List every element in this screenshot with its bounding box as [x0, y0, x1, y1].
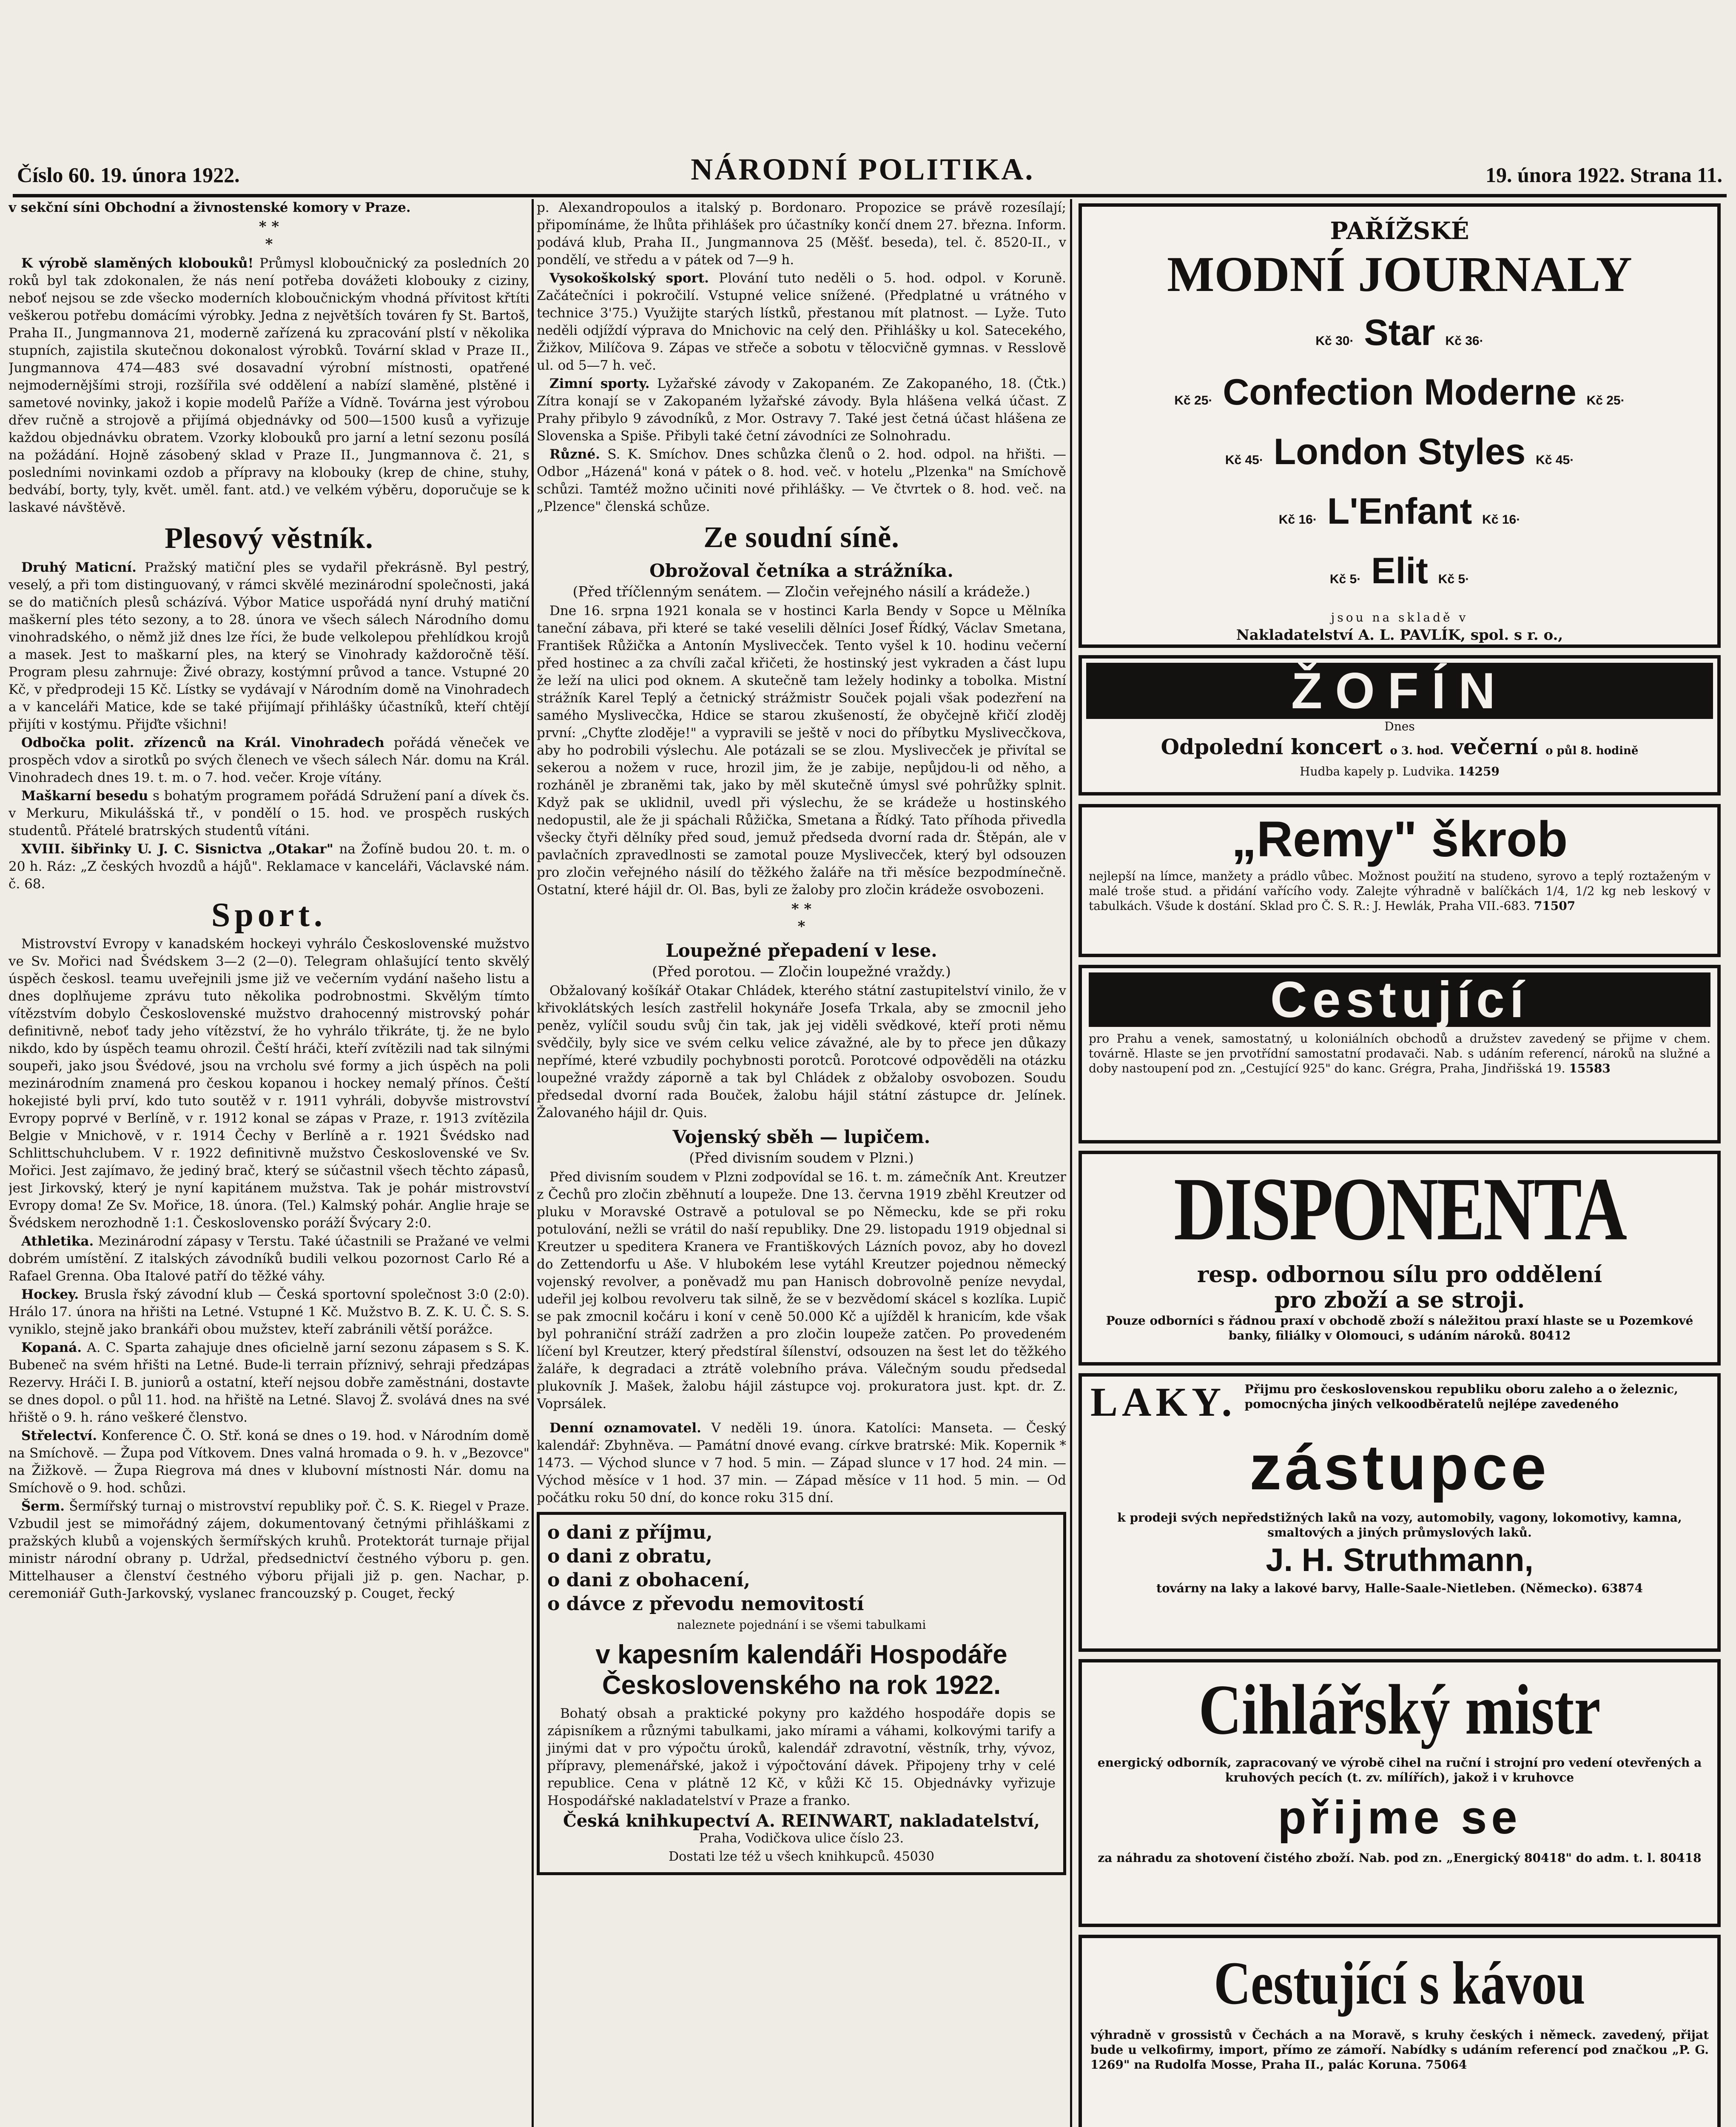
column-2	[537, 199, 1066, 2127]
court-subline: (Před divisním soudem v Plzni.)	[689, 1149, 914, 1166]
sport-item: Různé. S. K. Smíchov. Dnes schůzka členů o 2. hod. odpol. na hřišti. — Odbor „Házená" koná v pátek o 8. hod. več. v hotelu „Plzenka" na Smíchově schůzi. Tamtéž možno učiniti nové přihlášky. — Ve čtvrtek o 8. hod. več. na „Plzence" členská schůze.	[537, 447, 1066, 514]
ad-list-item: o dani z příjmu,	[547, 1522, 713, 1543]
court-subline: (Před tříčlenným senátem. — Zločin veřejného násilí a krádeže.)	[572, 583, 1030, 600]
sport-item: Kopaná. A. C. Sparta zahajuje dnes oficielně jarní sezonu zápasem s S. K. Bubeneč na svém hřišti na Letné. Bude-li terrain příznivý, sehraji předzápas Rezervy. Hráči I. B. juniorů a ostatní, kteří nejsou dobře zaměstnáni, dostavte se dnes dopol. o půl 11. hod. na hřiště na Letné. Slavoj Ž. svolává dnes na své hřiště o 9. h. ráno veškeré členstvo.	[9, 1340, 529, 1425]
ad-headline: Cestující s kávou	[1214, 1949, 1585, 2017]
sport-lead: Mistrovství Evropy v kanadském hockeyi vyhrálo Československé mužstvo ve Sv. Mořici nad Švédskem 3—2 (2—0). Telegram ohlašující tento skvělý úspěch českosl. teamu uveřejnili jsme již ve večerním vydání našeho listu a dnes doplňujeme zprávu tuto několika podrobnostmi. Skvělým tímto vítězstvím dobylo Československé mužstvo drahocenný mistrovský pohár definitivně, neboť tady jeho vítězství, že ho vyhrálo třikráte, tj. že ne bylo nikdo, kdo by úspěch teamu ohrozil. Čeští hráči, kteří zvítězili nad tak silnými soupeři, jako jsou Švédové, jsou na vrcholu své formy a jich úspěch na poli mezinárodním znamená pro českou kopanou i hockey nemalý přínos. Čeští hokejisté byli prví, kdo tuto soutěž v r. 1911 vyhráli, dobyvše mistrovství Evropy poprvé v Berlíně, v r. 1912 konal se zápas v Praze, r. 1913 zvítězila Belgie v Mnichově, v r. 1914 Čechy v Berlíně a r. 1921 Švédsko nad Schlittschuhclubem. V r. 1922 definitivně mužstvo Československé ve Sv. Mořici. Jest zajímavo, že jediný brač, který se súčastnil všech těchto zápasů, jest Jirkovský, který je nyní kapitánem mužstva. Tak je pohár mistrovství Evropy doma! Ze Sv. Mořice, 18. února. (Tel.) Kalmský pohár. Anglie hraje se Švédskem nerozhodně 1:1. Československo poráží Švýcary 2:0.	[9, 936, 529, 1231]
advert-remy	[1079, 804, 1721, 957]
ad-headline: ŽOFÍN	[1086, 663, 1713, 719]
masthead	[17, 153, 1722, 187]
ad-headline: Cestující	[1089, 972, 1710, 1027]
ad-text: k prodeji svých nepředstižných laků na vozy, automobily, vagony, lokomotivy, kamna, smaltových a jiných průmyslových laků.	[1117, 1511, 1682, 1540]
ad-text: Dnes	[1384, 719, 1415, 733]
ad-text: resp. odbornou sílu pro oddělení	[1197, 1262, 1602, 1288]
ad-list-item: o dani z obratu,	[547, 1545, 712, 1567]
separator: * * *	[259, 218, 279, 253]
journal-row: Kč 25· Confection Moderne Kč 25·	[1174, 372, 1625, 413]
masthead-issue: Číslo 60. 19. února 1922.	[17, 163, 240, 187]
ad-firm: J. H. Struthmann,	[1266, 1542, 1534, 1578]
laky-header	[1090, 1379, 1709, 1425]
section-title-court: Ze soudní síně.	[703, 521, 899, 554]
ad-calendar-title: v kapesním kalendáři Hospodáře Československého na rok 1922.	[595, 1640, 1007, 1700]
journal-row: Kč 45· London Styles Kč 45·	[1225, 431, 1574, 472]
ad-tail: Dostati lze též u všech knihkupců. 45030	[669, 1849, 934, 1864]
ples-item: XVIII. šibřinky U. J. C. Sisnictva „Otakar" na Žofíně budou 20. t. m. o 20 h. Ráz: „Z českých hvozdů a hájů". Reklamace v kanceláři, Václavské nám. č. 68.	[9, 841, 529, 892]
ad-text: pro zboží a se stroji.	[1274, 1287, 1525, 1313]
ad-headline: DISPONENTA	[1173, 1159, 1625, 1259]
ad-note: naleznete pojednání i se všemi tabulkami	[677, 1618, 926, 1632]
ad-address: Praha, Vodičkova ulice číslo 23.	[699, 1831, 904, 1846]
intro-line: v sekční síni Obchodní a živnostenské komory v Praze.	[9, 200, 411, 215]
ples-item: Odbočka polit. zřízenců na Král. Vinohradech pořádá věneček ve prospěch vdov a sirotků po svých členech ve všech sálech Nár. domu na Král. Vinohradech dnes 19. t. m. o 7. hod. večer. Kroje vítány.	[9, 735, 529, 785]
ples-item: Druhý Maticní. Pražský matiční ples se vydařil překrásně. Byl pestrý, veselý, a při tom distinguovaný, v rámci skvělé mezinárodní společnosti, jaká se do matičních plesů scházívá. Výbor Matice uspořádá nyní druhý matiční maškerní ples této sezony, a to 28. února ve všech sálech Národního domu vinohradského, o němž již dnes lze říci, že bude velkolepou přehlídkou krojů a masek. Jest to maškarní ples, na který se Vinohrady každoročně těší. Program plesu zahrnuje: Živé obrazy, kostýmní průvod a tance. Vstupné 20 Kč, v předprodeji 15 Kč. Lístky se vydávají v Národním domě na Vinohradech a v kanceláři Matice, kde se také přijímají přihlášky účastníků, kteří chtějí přijíti v kostýmu. Přijďte všichni!	[9, 560, 529, 732]
column-1	[9, 199, 529, 2127]
court-article: Dne 16. srpna 1921 konala se v hostinci Karla Bendy v Sopce u Mělníka taneční zábava, při které se také veselili dělníci Josef Řídký, Václav Smetana, František Růžička a Antonín Myslivecček. Tento vyšel k 10. hodinu večerní před hostinec a za chvíli začal křičeti, že hostinský jest vykraden a část lupu že leží na ulici pod oknem. A skutečně tam ležely hodinky a tobolka. Mistní strážník Karel Teplý a četnický strážmistr Souček pojali však podezření na samého Myslivecčka, Hdice se starou zkušeností, že obyčejně křičí zloděj první: „Chyťte zloděje!" a vypravili se ještě v noci do příbytku Myslivecčkova, aby ho podrobili výslechu. Ale potázali se se zlou. Myslivecček je přivítal se sekerou a nožem v ruce, hrozil jim, že je zabije, nepůjdou-li od něho, a rozháněl je zbraněmi tak, jako by měl skutečně úmysl své pohrůžky splnit. Když pak se uklidnil, uvedl při výslechu, že se krádeže u hostinského nedopustil, ale že ji spáchali Růžička, Smetana a Řídký. Tato příhoda přivedla všecky čtyři dělníky před soud, jemuž předseda dvorní rada dr. Štěpán, ale v pavlačních zpravedlnosti se zamotal pouze Myslivecček, který byl odsouzen pro zločin veřejného násilí do těžkého žaláře na tři měsíce bezpodmínečně. Ostatní, které hájil dr. Ol. Bas, byli ze žaloby pro zločin krádeže osvobozeni.	[537, 603, 1066, 898]
advert-zofin	[1079, 655, 1721, 795]
advert-cihlar	[1079, 1659, 1721, 1927]
ad-text: nejlepší na límce, manžety a prádlo vůbec. Možnost použití na studeno, syrovo a teplý roztaženým v malé troše stud. a přidání vařícího vody. Zalejte výhradně v balíčkách 1/4, 1/2 kg neb leskový v tabulkách. Všude k dostání. Sklad pro Č. S. R.: J. Hewlák, Praha VII.-683. 71507	[1089, 869, 1710, 913]
ad-text: Hudba kapely p. Ludvika. 14259	[1300, 764, 1500, 778]
ad-text: továrny na laky a lakové barvy, Halle-Saale-Nietleben. (Německo). 63874	[1156, 1581, 1643, 1595]
ad-line: PAŘÍŽSKÉ	[1330, 217, 1469, 245]
ad-big-word: zástupce	[1249, 1431, 1550, 1503]
sport-continued: p. Alexandropoulos a italský p. Bordonaro. Propozice se právě rozesílají; připomínáme, že lhůta přihlášek pro účastníky končí dnem 27. března. Inform. podává klub, Praha II., Jungmannova 25 (Měšť. beseda), tel. č. 8520-II., v pondělí, ve středu a v pátek od 7—9 h.	[537, 200, 1066, 268]
ad-text	[1086, 645, 1713, 648]
advert-kava	[1079, 1935, 1721, 2127]
section-title-plesy: Plesový věstník.	[165, 522, 373, 555]
masthead-date-page: 19. února 1922. Strana 11.	[1485, 163, 1722, 187]
court-article: Před divisním soudem v Plzni zodpovídal se 16. t. m. zámečník Ant. Kreutzer z Čechů pro zločin zběhnutí a loupeže. Dne 13. června 1919 zběhl Kreutzer od pluku v Moravské Ostravě a potuloval se po Německu, kde se při roku potulování, nežli se vrátil do naší republiky. Dne 29. listopadu 1919 objednal si Kreutzer u speditera Kranera ve Františkových Lázních povoz, aby ho dovezl do Zettendorfu u Aše. V hlubokém lese vytáhl Kreutzer pojednou německý vojenský revolver, a poněvadž mu pan Hanisch dobrovolně peníze nevydal, udeřil jej kolbou revolveru tak silně, že se v bezvědomí skácel s kozlíka. Lupič se pak zmocnil kočáru i koní v ceně 50.000 Kč a ujížděl k hranicím, kde však byl pohraniční stráží zadržen a pro zločin loupeže zatčen. Po provedeném líčení byl Kreutzer, který předstíral šílenství, odsouzen na šest let do těžkého žaláře, k degradaci a ztrátě volebního práva. Válečným soudu předsedal plukovník J. Mašek, žalobu hájil zástupce voj. prokuratora just. kpt. dr. Z. Voprsálek.	[537, 1169, 1066, 1411]
sport-item: Vysokoškolský sport. Plování tuto neděli o 5. hod. odpol. v Koruně. Začátečníci i pokročilí. Vstupné velice snížené. (Předplatné u vrátného v technice 3'75.) Využijte starých lístků, přestanou mít platnost. — Lyže. Tuto neděli odjíždí výprava do Mnichovic na celý den. Přihlášky u kol. Satecekého, Žižkov, Milíčova 9. Zápas ve střeče a sobotu v tělocvičně gymnas. v Resslově ul. od 5—7 h. več.	[537, 271, 1066, 373]
sport-item: Athletika. Mezinárodní zápasy v Terstu. Také účastnili se Pražané ve velmi dobrém umístění. Z italských závodníků budili velkou pozornost Carlo Ré a Rafael Grenna. Oba Italové patří do těžké váhy.	[9, 1234, 529, 1284]
tax-calendar-advert	[537, 1512, 1066, 1875]
daily-calendar: Denní oznamovatel. V neděli 19. února. Katolíci: Manseta. — Český kalendář: Zbyhněva. — Památní dnové evang. církve bratrské: Mik. Kopernik * 1473. — Východ slunce v 7 hod. 5 min. — Západ slunce v 17 hod. 24 min. — Východ měsíce v 1 hod. 37 min. — Západ měsíce v 11 hod. 5 min. — Od počátku roku 50 dní, do konce roku 315 dní.	[537, 1420, 1066, 1505]
ad-text: Přijmu pro československou republiku oboru zaleho a o železnic, pomocnýcha jiných velkoodběratelů nejlépe zavedeného	[1244, 1382, 1678, 1411]
ad-text: výhradně v grossistů v Čechách a na Moravě, s kruhy českých i německ. zavedený, přijat bude u velkofirmy, import, přímo ze zámoří. Nabídky s udáním referencí pod značkou „P. G. 1269" na Rudolfa Mosse, Praha II., palác Koruna. 75064	[1090, 2028, 1709, 2072]
journal-row: Kč 5· Elit Kč 5·	[1329, 550, 1470, 591]
concert-line: Odpolední koncert o 3. hod. večerní o půl 8. hodině	[1161, 734, 1639, 759]
advert-cestujici	[1079, 965, 1721, 1143]
ad-body: Bohatý obsah a praktické pokyny pro každého hospodáře dopis se zápisníkem a různými tabulkami, jako mírami a váhami, kolkovými tarify a jinými dat v pro výpočtu úroků, kalendář zdravotní, věstník, trhy, vývoz, přípravy, plemenářské, jakož i výpočtování dávek. Připojeny trhy v celé republice. Cena v plátně 12 Kč, v kůži Kč 15. Objednávky vyřizuje Hospodářské nakladatelství v Praze a franko.	[547, 1706, 1056, 1808]
ad-list-item: o dávce z převodu nemovitostí	[547, 1593, 864, 1615]
ad-text: za náhradu za shotovení čistého zboží. Nab. pod zn. „Energický 80418" do adm. t. l. 80418	[1098, 1851, 1702, 1865]
column-divider	[1070, 199, 1072, 2127]
section-title-sport: Sport.	[211, 896, 327, 934]
ad-publisher: Česká knihkupectví A. REINWART, nakladatelství,	[563, 1811, 1040, 1831]
ad-text: Pouze odborníci s řádnou praxí v obchodě zboží s náležitou praxí hlaste se u Pozemkové banky, filiálky v Olomouci, s udáním nároků. 80412	[1106, 1314, 1693, 1343]
ad-headline: Cihlářský mistr	[1198, 1670, 1601, 1750]
ad-headline: MODNÍ JOURNALY	[1167, 246, 1632, 302]
ad-text: jsou na skladě v	[1331, 610, 1468, 624]
journal-row: Kč 16· L'Enfant Kč 16·	[1278, 491, 1521, 532]
ad-big-word: přijme se	[1278, 1791, 1522, 1844]
court-article: Obžalovaný košíkář Otakar Chládek, kterého státní zastupitelství vinilo, že v křivoklátských lesích zastřelil hokynáře Josefa Trkala, aby se zmocnil jeho peněz, vylíčil soudu svůj čin tak, jak jej viděli svědkové, kteří proti němu svědčily, byly sice ve svém celku velice závažné, ale by to přece jen důkazy nepřímé, které vzbudily pochybnosti porotců. Porotcové odpověděli na otázku loupežné vraždy záporně a tak byl Chládek z obžaloby osvobozen. Soudu předsedal dvorní rada Bouček, žalobu hájil státní zástupce dr. Jelínek. Žalovaného hájil dr. Quis.	[537, 983, 1066, 1121]
court-subline: (Před porotou. — Zločin loupežné vraždy.)	[652, 963, 951, 980]
court-headline: Obrožoval četníka a strážníka.	[649, 560, 953, 581]
ad-list-item: o dani z obohacení,	[547, 1569, 751, 1591]
ad-text: pro Prahu a venek, samostatný, u koloniálních obchodů a družstev zavedený se přijme v chem. továrně. Hlaste se jen prvotřídní samostatní prodavači. Nab. s udáním referencí, nároků na služné a doby nastoupení pod zn. „Cestující 925" do kanc. Grégra, Praha, Jindřišská 19. 15583	[1089, 1032, 1710, 1075]
column-divider	[532, 199, 534, 2127]
journal-row: Kč 30· Star Kč 36·	[1315, 312, 1484, 353]
masthead-title: NÁRODNÍ POLITIKA.	[691, 152, 1035, 186]
advert-laky	[1079, 1373, 1721, 1652]
article-klobouky: K výrobě slaměných klobouků! Průmysl kloboučnický za posledních 20 roků byl tak zdokonalen, že nás není potřeba dovážeti klobouky z ciziny, neboť nejsou se zde všecko moderních kloboučnickým vhodná přívitost křtíti veškerou potřebu domácími výrobky. Jedna z největších továren fy St. Bartoš, Praha II., Jungmannova 21, moderně zařízená ku zpracování plstí v několika stupních, zajistila skutečnou dokonalost výrobků. Tovární sklad v Praze II., Jungmannova 474—483 své dosavadní výrobní místnosti, opatřené nejmodernějšími stroji, rozšířila své oddělení a nabízí slaměné, plstěné i sametové novinky, jakož i kopie modelů Paříže a Vídně. Továrna jest výrobou dřev ručně a strojově a přijímá objednávky od 500—1500 kusů a vyřizuje každou objednávku obratem. Vzorky klobouků pro jarní a letní sezonu posílá na požádání. Hojně zásobený sklad v Praze II., Jungmannova č. 21, s posledními novinkami ozdob a přípravy na klobouky (krep de chine, stuhy, bedvábí, borty, tyly, květ. uměl. fant. atd.) ve velkém výběru, doporučuje se k laskavé návštěvě.	[9, 256, 529, 515]
ples-item: Maškarní besedu s bohatým programem pořádá Sdružení paní a dívek čs. v Merkuru, Mikulášská tř., v pondělí o 15. hod. ve prospěch ruských studentů. Přátelé bratrských studentů vítáni.	[9, 788, 529, 838]
masthead-rule	[13, 194, 1727, 197]
ad-headline: LAKY.	[1090, 1379, 1236, 1425]
court-headline: Loupežné přepadení v lese.	[666, 940, 937, 961]
ad-headline: „Remy" škrob	[1231, 811, 1568, 867]
court-headline: Vojenský sběh — lupičem.	[672, 1126, 931, 1147]
advert-journaly	[1079, 203, 1721, 648]
advert-disponenta	[1079, 1151, 1721, 1366]
sport-item: Šerm. Šermířský turnaj o mistrovství republiky poř. Č. S. K. Riegel v Praze. Vzbudil jest se mimořádný zájem, dokumentovaný četnými přihláškami z pražských klubů a vojenských šermířských kruhů. Protektorát turnaje přijal ministr národní obrany p. Udržal, předsednictví čestného výboru p. gen. Mittelhauser a členství čestného výboru přijali již p. gen. Nachar, p. ceremoniář Guth-Jarkovský, vyslanec francouzský p. Couget, řecký	[9, 1499, 529, 1601]
sport-item: Střelectví. Konference Č. O. Stř. koná se dnes o 19. hod. v Národním domě na Smíchově. — Župa pod Vítkovem. Dnes valná hromada o 9. h. v „Bezovce" na Žižkově. — Župa Riegrova má dnes v klubovní místnosti Nár. domu na Smíchově o 9. hod. schůzi.	[9, 1428, 529, 1496]
sport-item: Zimní sporty. Lyžařské závody v Zakopaném. Ze Zakopaného, 18. (Čtk.) Zítra konají se v Zakopaném lyžařské závody. Byla hlášena velká účast. Z Prahy přibylo 9 závodníků, z Mor. Ostravy 7. Také jest četná účast hlášena ze Slovenska a Spiše. Přibyli také četní závodníci ze Solnohradu.	[537, 376, 1066, 444]
sport-item: Hockey. Brusla řský závodní klub — Česká sportovní společnost 3:0 (2:0). Hrálo 17. února na hřišti na Letné. Vstupné 1 Kč. Mužstvo B. Z. K. U. Č. S. S. vyniklo, stejně jako brankáři obou mužstev, kteří zabránili větší porážce.	[9, 1287, 529, 1337]
journal-list	[1086, 307, 1713, 605]
ad-text: energický odborník, zapracovaný ve výrobě cihel na ruční i strojní pro vedení otevřených a kruhových pecích (t. zv. mílířích), jakož i v kruhovce	[1097, 1756, 1702, 1785]
ad-text: Nakladatelství A. L. PAVLÍK, spol. s r. o.,	[1236, 627, 1563, 644]
separator: * * *	[791, 901, 812, 935]
